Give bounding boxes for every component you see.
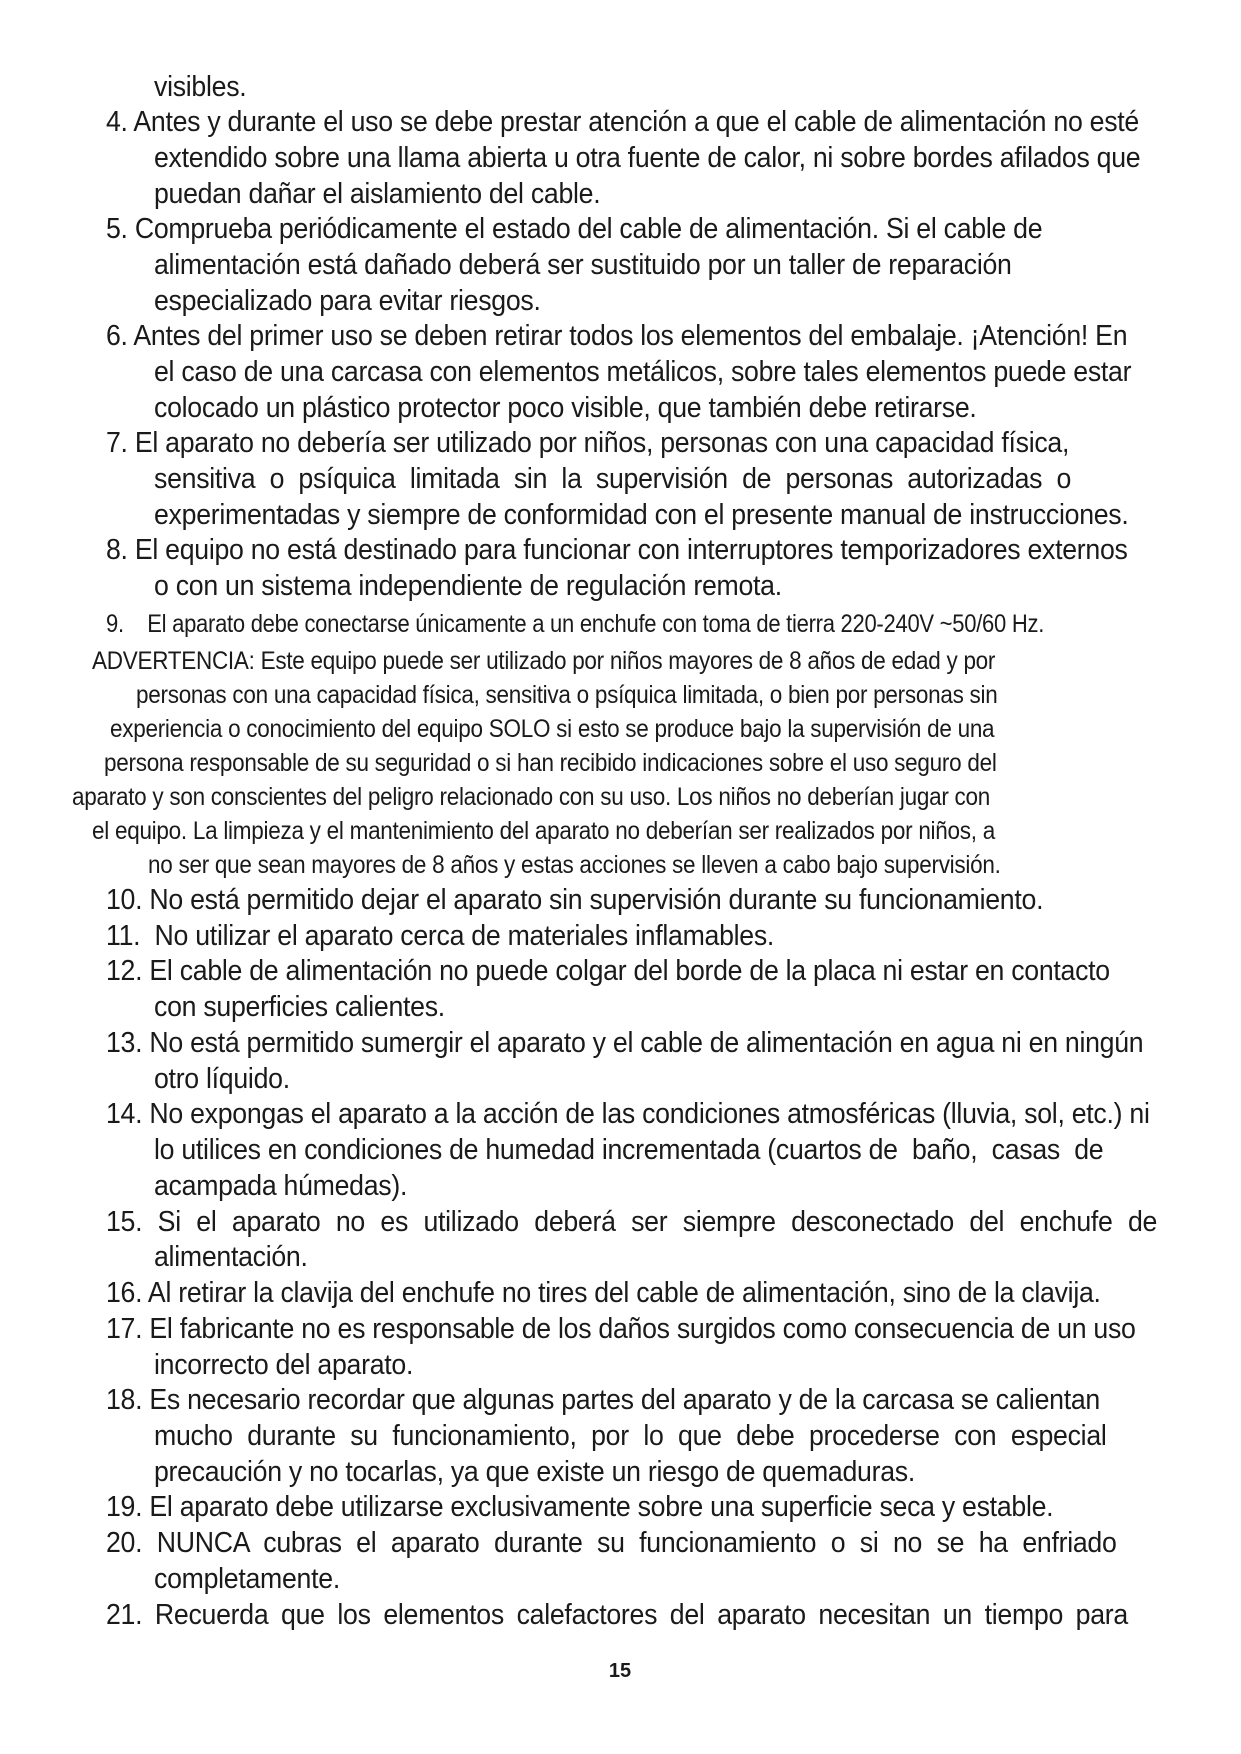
list-item-17: 17. El fabricante no es responsable de los daños surgidos como consecuencia de un uso [106,1313,1136,1345]
text-line: puedan dañar el aislamiento del cable. [154,178,601,210]
warning-line: no ser que sean mayores de 8 años y estas acciones se lleven a cabo bajo supervisión. [148,851,1001,879]
list-item-14: 14. No expongas el aparato a la acción de las condiciones atmosféricas (lluvia, sol, etc.) ni [106,1098,1150,1130]
list-item-16: 16. Al retirar la clavija del enchufe no tires del cable de alimentación, sino de la clavija. [106,1277,1101,1309]
list-item-4: 4. Antes y durante el uso se debe prestar atención a que el cable de alimentación no esté [106,106,1139,138]
list-item-8: 8. El equipo no está destinado para funcionar con interruptores temporizadores externos [106,534,1128,566]
text-line: lo utilices en condiciones de humedad incrementada (cuartos de baño, casas de [154,1134,1104,1166]
text-line: sensitiva o psíquica limitada sin la supervisión de personas autorizadas o [154,463,1072,495]
list-item-10: 10. No está permitido dejar el aparato sin supervisión durante su funcionamiento. [106,884,1044,916]
text-line: alimentación está dañado deberá ser sustituido por un taller de reparación [154,249,1012,281]
list-item-5: 5. Comprueba periódicamente el estado del cable de alimentación. Si el cable de [106,213,1043,245]
text-line: precaución y no tocarlas, ya que existe un riesgo de quemaduras. [154,1456,915,1488]
list-item-21: 21. Recuerda que los elementos calefactores del aparato necesitan un tiempo para [106,1599,1128,1631]
text-line: acampada húmedas). [154,1170,408,1202]
text-line: visibles. [154,71,247,103]
warning-heading-line: ADVERTENCIA: Este equipo puede ser utilizado por niños mayores de 8 años de edad y por [92,647,996,675]
text-line: con superficies calientes. [154,991,445,1023]
text-line: extendido sobre una llama abierta u otra fuente de calor, ni sobre bordes afilados que [154,142,1141,174]
text-line: otro líquido. [154,1063,290,1095]
text-line: o con un sistema independiente de regulación remota. [154,570,782,602]
list-item-12: 12. El cable de alimentación no puede colgar del borde de la placa ni estar en contacto [106,955,1110,987]
list-item-19: 19. El aparato debe utilizarse exclusivamente sobre una superficie seca y estable. [106,1491,1054,1523]
list-item-9: 9. El aparato debe conectarse únicamente a un enchufe con toma de tierra 220-240V ~50/60 Hz. [106,610,1045,638]
warning-line: aparato y son conscientes del peligro relacionado con su uso. Los niños no deberían jugar con [72,783,991,811]
list-item-6: 6. Antes del primer uso se deben retirar todos los elementos del embalaje. ¡Atención! En [106,320,1128,352]
text-line: el caso de una carcasa con elementos metálicos, sobre tales elementos puede estar [154,356,1132,388]
warning-line: el equipo. La limpieza y el mantenimiento del aparato no deberían ser realizados por niños, a [92,817,995,845]
page-number: 15 [608,1660,632,1682]
text-line: especializado para evitar riesgos. [154,285,541,317]
text-line: experimentadas y siempre de conformidad con el presente manual de instrucciones. [154,499,1129,531]
list-item-13: 13. No está permitido sumergir el aparato y el cable de alimentación en agua ni en ningún [106,1027,1144,1059]
text-line: colocado un plástico protector poco visible, que también debe retirarse. [154,392,977,424]
warning-line: experiencia o conocimiento del equipo SOLO si esto se produce bajo la supervisión de una [110,715,995,743]
warning-line: personas con una capacidad física, sensitiva o psíquica limitada, o bien por personas sin [136,681,998,709]
list-item-15: 15. Si el aparato no es utilizado deberá ser siempre desconectado del enchufe de [106,1206,1158,1238]
list-item-7: 7. El aparato no debería ser utilizado por niños, personas con una capacidad física, [106,427,1070,459]
text-line: incorrecto del aparato. [154,1349,414,1381]
list-item-20: 20. NUNCA cubras el aparato durante su funcionamiento o si no se ha enfriado [106,1527,1117,1559]
list-item-11: 11. No utilizar el aparato cerca de materiales inflamables. [106,920,775,952]
list-item-18: 18. Es necesario recordar que algunas partes del aparato y de la carcasa se calientan [106,1384,1100,1416]
warning-line: persona responsable de su seguridad o si han recibido indicaciones sobre el uso seguro del [104,749,997,777]
text-line: completamente. [154,1563,340,1595]
text-line: alimentación. [154,1241,308,1273]
text-line: mucho durante su funcionamiento, por lo que debe procederse con especial [154,1420,1107,1452]
